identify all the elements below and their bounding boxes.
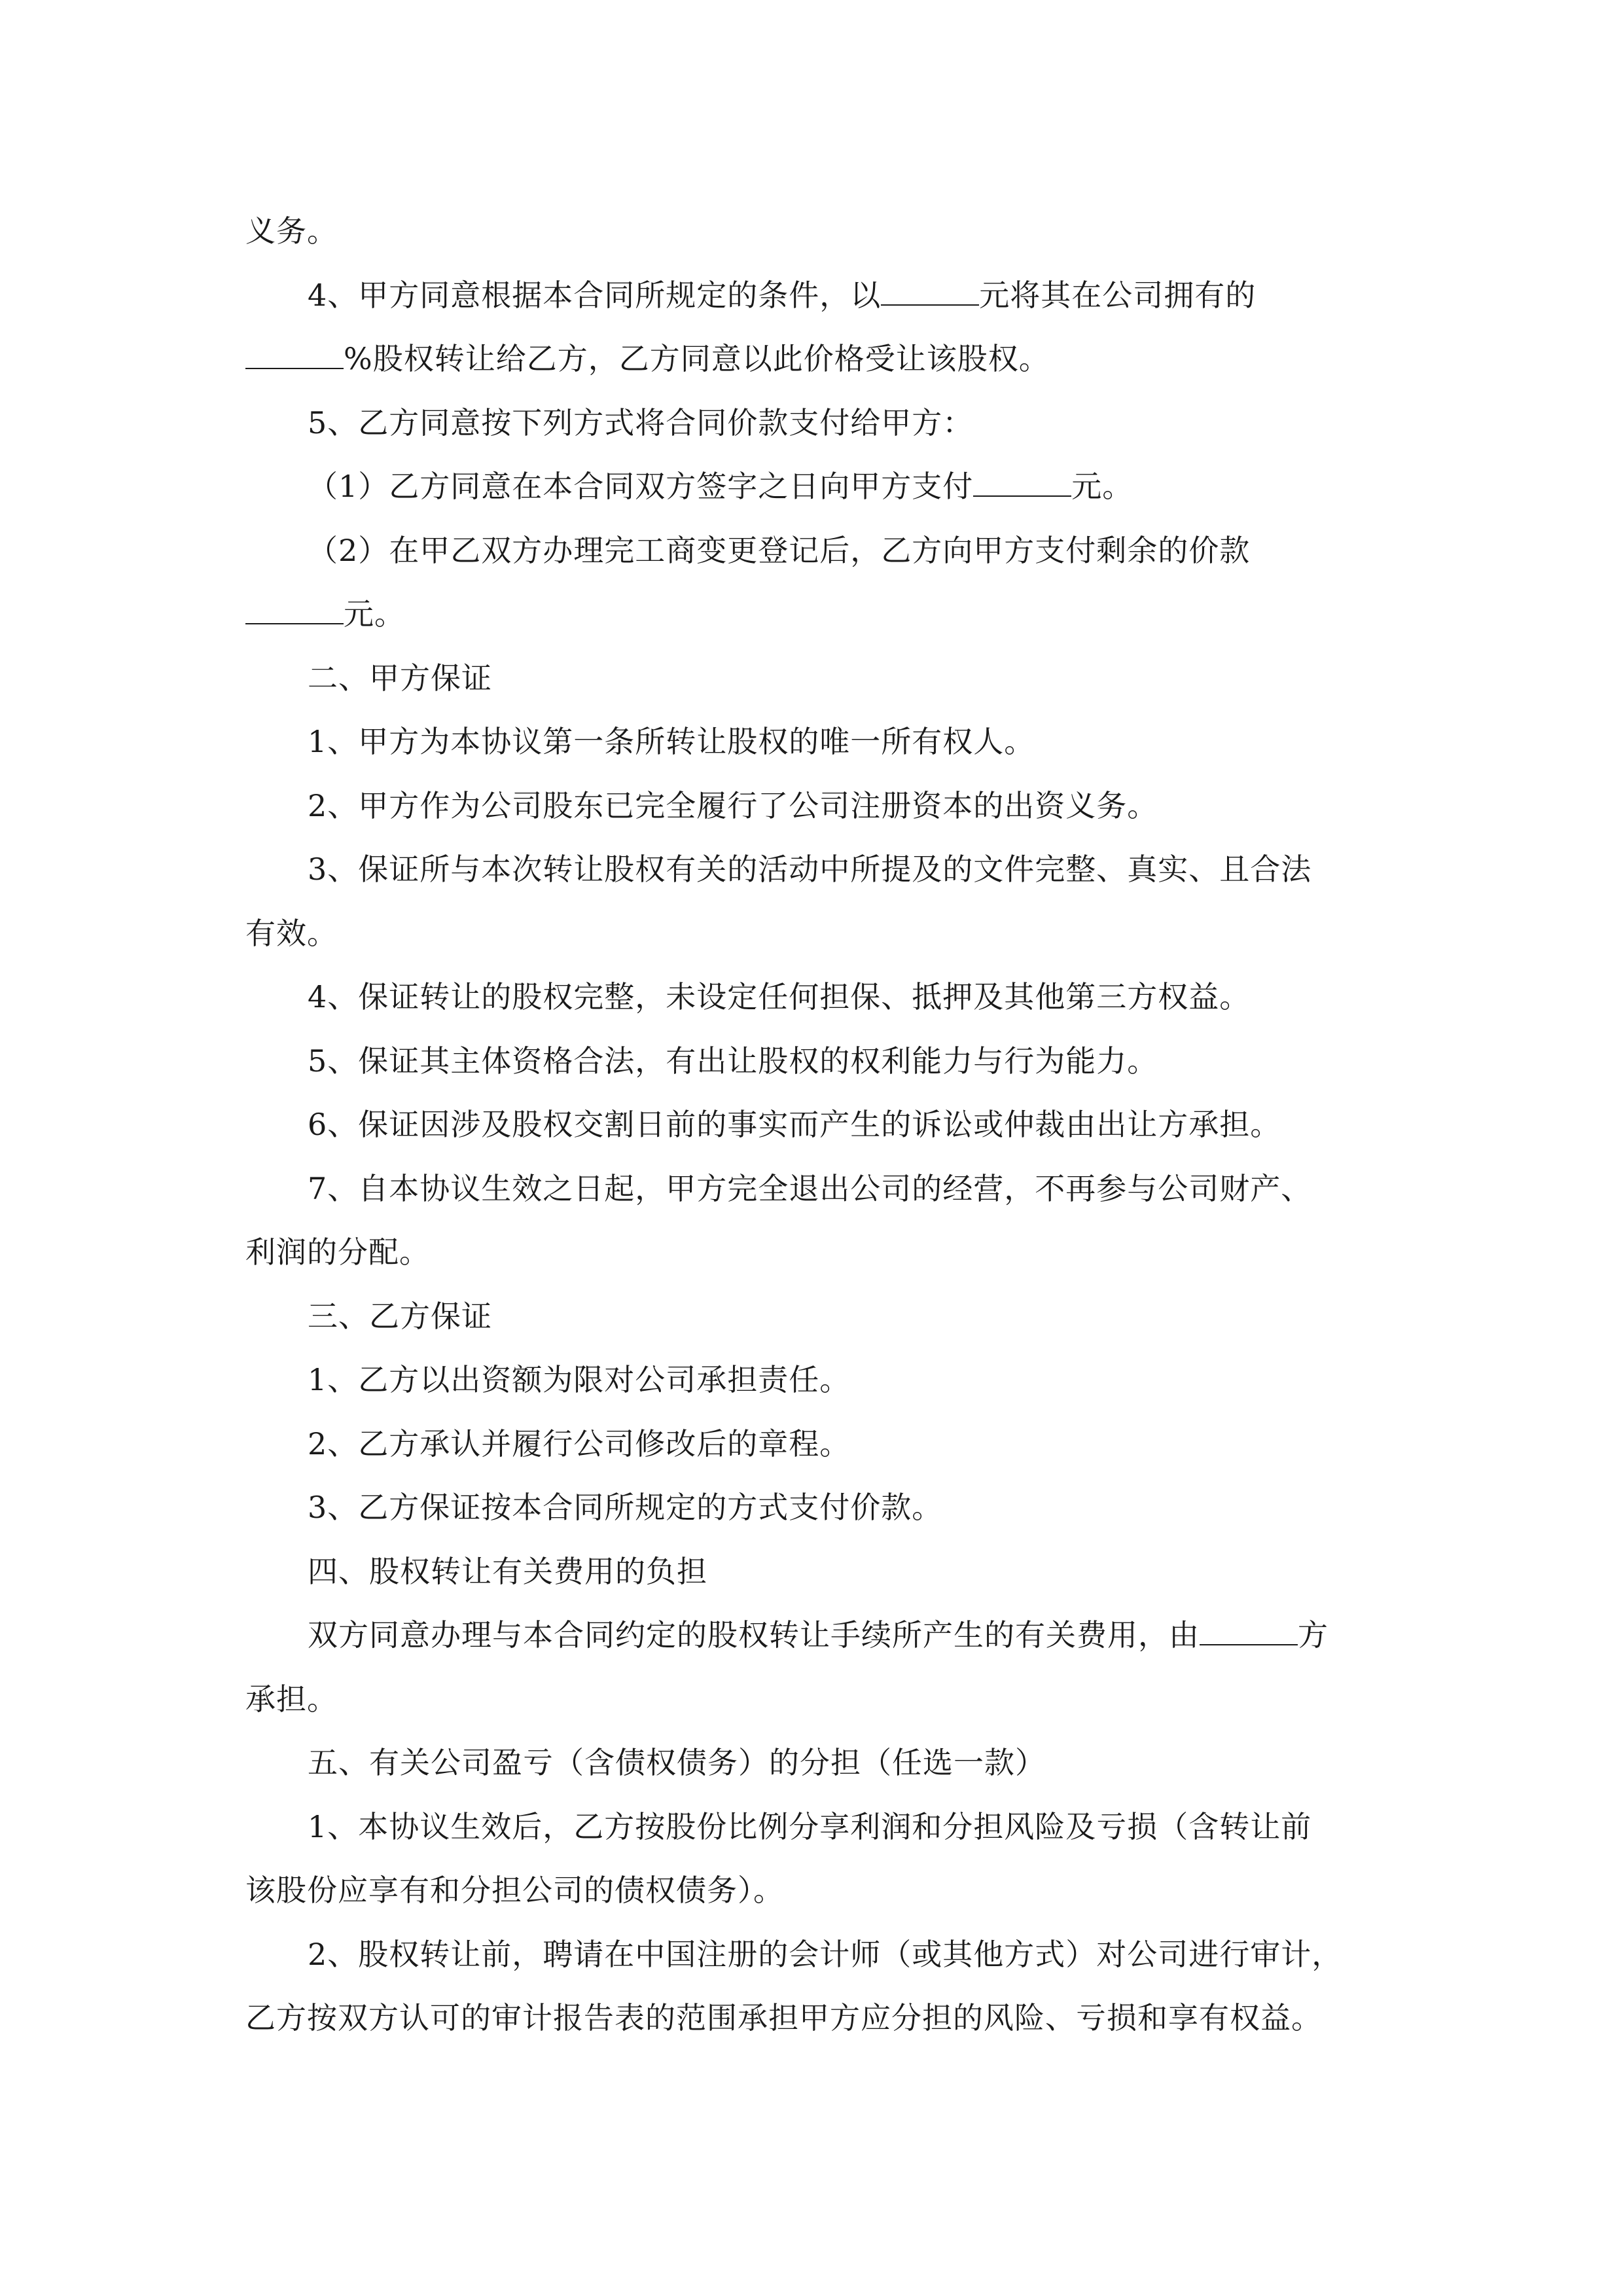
text-line bbox=[245, 1093, 1387, 1157]
line-text: 5、保证其主体资格合法，有出让股权的权利能力与行为能力。 bbox=[308, 1043, 1158, 1079]
line-text: 5、乙方同意按下列方式将合同价款支付给甲方： bbox=[308, 404, 974, 440]
text-line bbox=[245, 902, 1387, 966]
price-blank bbox=[881, 281, 979, 306]
line-text: （1）乙方同意在本合同双方签字之日向甲方支付 bbox=[308, 469, 974, 504]
text-line bbox=[245, 774, 1387, 838]
text-line bbox=[245, 1412, 1387, 1477]
text-line bbox=[245, 1157, 1387, 1221]
text-line bbox=[245, 1923, 1387, 1987]
text-line bbox=[245, 965, 1387, 1030]
line-text: 义务。 bbox=[245, 213, 338, 249]
remaining-payment-blank bbox=[245, 600, 344, 624]
line-text: 元。 bbox=[344, 596, 405, 632]
text-line bbox=[245, 1476, 1387, 1540]
line-text: 乙方按双方认可的审计报告表的范围承担甲方应分担的风险、亏损和享有权益。 bbox=[245, 2000, 1322, 2036]
section-heading bbox=[245, 647, 1387, 711]
section-title: 四、股权转让有关费用的负担 bbox=[308, 1553, 707, 1589]
line-text: 1、本协议生效后，乙方按股份比例分享利润和分担风险及亏损（含转让前 bbox=[308, 1808, 1312, 1844]
line-text: 6、保证因涉及股权交割日前的事实而产生的诉讼或仲裁由出让方承担。 bbox=[308, 1107, 1281, 1142]
line-text: 7、自本协议生效之日起，甲方完全退出公司的经营，不再参与公司财产、 bbox=[308, 1170, 1312, 1206]
party-blank bbox=[1200, 1621, 1298, 1645]
line-text: 该股份应享有和分担公司的债权债务）。 bbox=[245, 1873, 784, 1908]
text-line bbox=[245, 1668, 1387, 1732]
first-payment-blank bbox=[973, 472, 1071, 497]
line-text: 2、甲方作为公司股东已完全履行了公司注册资本的出资义务。 bbox=[308, 787, 1158, 823]
section-heading bbox=[245, 1540, 1387, 1604]
text-line bbox=[245, 710, 1387, 774]
text-line bbox=[245, 1030, 1387, 1094]
line-text: 元。 bbox=[1071, 469, 1133, 504]
line-text: 方 bbox=[1298, 1617, 1329, 1653]
section-heading bbox=[245, 1731, 1387, 1795]
payment-item-2 bbox=[245, 519, 1387, 583]
document-body bbox=[245, 200, 1387, 2051]
text-line bbox=[245, 327, 1387, 391]
line-text: （2）在甲乙双方办理完工商变更登记后，乙方向甲方支付剩余的价款 bbox=[308, 532, 1251, 568]
line-text: 1、甲方为本协议第一条所转让股权的唯一所有权人。 bbox=[308, 724, 1035, 759]
section-heading bbox=[245, 1285, 1387, 1349]
line-text: 有效。 bbox=[245, 915, 338, 951]
text-line bbox=[245, 1348, 1387, 1412]
text-line bbox=[245, 1986, 1387, 2051]
clause-4-price bbox=[245, 264, 1387, 328]
line-text: 3、乙方保证按本合同所规定的方式支付价款。 bbox=[308, 1490, 943, 1525]
line-text: 元将其在公司拥有的 bbox=[979, 277, 1257, 313]
section-title: 三、乙方保证 bbox=[308, 1298, 492, 1334]
line-text: 4、保证转让的股权完整，未设定任何担保、抵押及其他第三方权益。 bbox=[308, 979, 1251, 1014]
section-title: 五、有关公司盈亏（含债权债务）的分担（任选一款） bbox=[308, 1745, 1046, 1780]
text-line bbox=[245, 1221, 1387, 1285]
clause-5-payment bbox=[245, 391, 1387, 456]
line-text: 承担。 bbox=[245, 1681, 338, 1717]
text-line bbox=[245, 1795, 1387, 1859]
fee-clause bbox=[245, 1604, 1387, 1668]
text-line bbox=[245, 838, 1387, 902]
line-text: 3、保证所与本次转让股权有关的活动中所提及的文件完整、真实、且合法 bbox=[308, 852, 1312, 887]
line-text: 2、乙方承认并履行公司修改后的章程。 bbox=[308, 1426, 851, 1462]
percentage-blank bbox=[245, 344, 344, 369]
payment-item-1 bbox=[245, 455, 1387, 519]
line-text: 利润的分配。 bbox=[245, 1234, 430, 1270]
line-text: 双方同意办理与本合同约定的股权转让手续所产生的有关费用，由 bbox=[308, 1617, 1200, 1653]
line-text: 2、股权转让前，聘请在中国注册的会计师（或其他方式）对公司进行审计， bbox=[308, 1936, 1343, 1972]
text-line bbox=[245, 583, 1387, 647]
section-title: 二、甲方保证 bbox=[308, 660, 492, 696]
line-text: 1、乙方以出资额为限对公司承担责任。 bbox=[308, 1362, 851, 1397]
line-text: 4、甲方同意根据本合同所规定的条件，以 bbox=[308, 277, 882, 313]
text-line bbox=[245, 200, 1387, 264]
text-line bbox=[245, 1859, 1387, 1923]
line-text: %股权转让给乙方，乙方同意以此价格受让该股权。 bbox=[344, 341, 1050, 376]
